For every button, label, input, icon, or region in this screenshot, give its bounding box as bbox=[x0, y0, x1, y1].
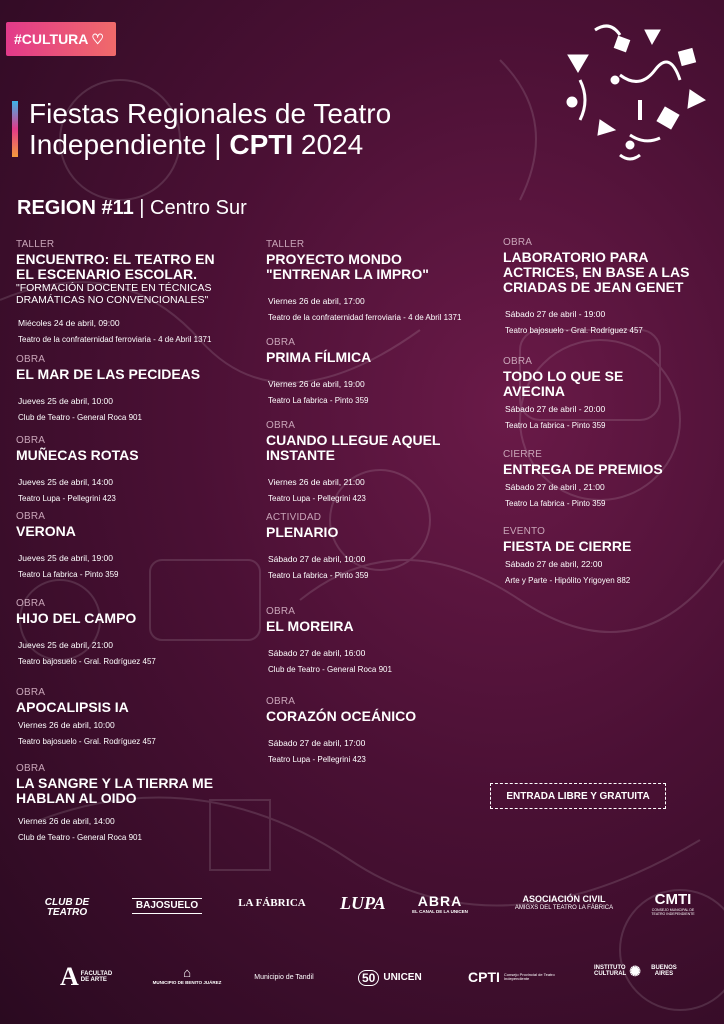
event-col1-4 bbox=[16, 598, 236, 666]
event-date: Viernes 26 de abril, 21:00 bbox=[268, 477, 365, 487]
event-type: OBRA bbox=[16, 687, 46, 698]
la-fabrica-logo: LA FÁBRICA bbox=[238, 897, 306, 909]
event-name: LA SANGRE Y LA TIERRA ME HABLAN AL OIDO bbox=[16, 775, 214, 806]
event-venue: Teatro bajosuelo - Gral. Rodríguez 457 bbox=[18, 737, 156, 746]
event-name: FIESTA DE CIERRE bbox=[503, 538, 632, 554]
event-date: Sábado 27 de abril, 17:00 bbox=[268, 738, 366, 748]
event-venue: Club de Teatro - General Roca 901 bbox=[268, 665, 392, 674]
event-name: EL MOREIRA bbox=[266, 618, 354, 634]
event-type: EVENTO bbox=[503, 526, 546, 537]
event-venue: Club de Teatro - General Roca 901 bbox=[18, 833, 142, 842]
event-type: OBRA bbox=[16, 511, 46, 522]
event-name: ENTREGA DE PREMIOS bbox=[503, 461, 663, 477]
seal-icon: ✺ bbox=[629, 963, 641, 979]
event-venue: Teatro Lupa - Pellegrini 423 bbox=[18, 494, 116, 503]
event-col1-3 bbox=[16, 511, 236, 579]
event-col3-2 bbox=[503, 449, 703, 508]
event-col1-5 bbox=[16, 687, 236, 746]
event-name: LABORATORIO PARA ACTRICES, EN BASE A LAS CRIADAS DE JEAN GENET bbox=[503, 249, 690, 295]
event-type: OBRA bbox=[266, 696, 296, 707]
event-date: Jueves 25 de abril, 10:00 bbox=[18, 396, 113, 406]
fifty-badge-icon: 50 bbox=[358, 970, 379, 986]
event-col1-6 bbox=[16, 763, 236, 842]
event-date: Jueves 25 de abril, 19:00 bbox=[18, 553, 113, 563]
event-type: OBRA bbox=[16, 354, 46, 365]
event-venue: Teatro La fabrica - Pinto 359 bbox=[268, 396, 369, 405]
event-col2-2 bbox=[266, 420, 486, 503]
event-col2-3 bbox=[266, 512, 486, 580]
municipio-tandil-logo: Municipio de Tandil bbox=[254, 974, 314, 981]
event-col1-1 bbox=[16, 354, 236, 422]
event-col1-2 bbox=[16, 435, 236, 503]
asociacion-civil-logo: ASOCIACIÓN CIVIL AMIGXS DEL TEATRO LA FÁBRICA bbox=[514, 894, 614, 911]
event-name: PRIMA FÍLMICA bbox=[266, 349, 372, 365]
event-name: PROYECTO MONDO "ENTRENAR LA IMPRO" bbox=[266, 251, 429, 282]
event-date: Sábado 27 de abril - 20:00 bbox=[505, 404, 606, 414]
event-type: OBRA bbox=[16, 435, 46, 446]
event-date: Viernes 26 de abril, 19:00 bbox=[268, 379, 365, 389]
building-icon: ⌂ bbox=[183, 965, 191, 980]
cultura-tag bbox=[6, 22, 116, 56]
instituto-cultural-logo: INSTITUTO CULTURAL ✺ BUENOS AIRES bbox=[594, 963, 677, 979]
event-venue: Teatro La fabrica - Pinto 359 bbox=[18, 570, 119, 579]
event-name: CUANDO LLEGUE AQUEL INSTANTE bbox=[266, 432, 441, 463]
event-type: TALLER bbox=[16, 239, 55, 250]
event-date: Jueves 25 de abril, 21:00 bbox=[18, 640, 113, 650]
event-venue: Teatro Lupa - Pellegrini 423 bbox=[268, 494, 366, 503]
event-col2-4 bbox=[266, 606, 486, 674]
confetti-logo-icon bbox=[560, 20, 710, 170]
event-name: TODO LO QUE SE AVECINA bbox=[503, 368, 624, 399]
event-date: Sábado 27 de abril, 22:00 bbox=[505, 559, 603, 569]
heart-icon: ♡ bbox=[91, 30, 104, 47]
event-type: OBRA bbox=[16, 598, 46, 609]
title-line-2: Independiente | CPTI 2024 bbox=[29, 129, 364, 160]
event-date: Sábado 27 de abril, 10:00 bbox=[268, 554, 366, 564]
event-date: Sábado 27 de abril , 21:00 bbox=[505, 482, 605, 492]
unicen-logo: 50 UNICEN bbox=[358, 970, 432, 986]
event-name: PLENARIO bbox=[266, 524, 339, 540]
event-venue: Teatro La fabrica - Pinto 359 bbox=[505, 421, 606, 430]
event-col3-3 bbox=[503, 526, 703, 585]
event-col2-1 bbox=[266, 337, 486, 405]
event-type: OBRA bbox=[266, 606, 296, 617]
cmti-logo: CMTI CONSEJO MUNICIPAL DE TEATRO INDEPENDIENTE bbox=[651, 891, 695, 916]
lupa-logo: LUPA bbox=[340, 893, 386, 913]
event-name: VERONA bbox=[16, 523, 76, 539]
page-title bbox=[29, 98, 391, 160]
event-type: OBRA bbox=[266, 420, 296, 431]
event-venue: Arte y Parte - Hipólito Yrigoyen 882 bbox=[505, 576, 631, 585]
event-type: OBRA bbox=[503, 356, 533, 367]
event-venue: Teatro de la confraternidad ferroviaria - 4 de Abril 1371 bbox=[18, 335, 212, 344]
event-col3-1 bbox=[503, 356, 703, 430]
benito-juarez-logo: ⌂ MUNICIPIO DE BENITO JUÁREZ bbox=[146, 966, 228, 986]
event-date: Jueves 25 de abril, 14:00 bbox=[18, 477, 113, 487]
event-date: Viernes 26 de abril, 17:00 bbox=[268, 296, 365, 306]
letter-a-icon: A bbox=[60, 962, 79, 991]
title-line-1: Fiestas Regionales de Teatro bbox=[29, 98, 392, 129]
event-type: TALLER bbox=[266, 239, 305, 250]
event-col1-0 bbox=[16, 239, 236, 344]
title-accent-bar bbox=[12, 101, 18, 157]
event-date: Sábado 27 de abril, 16:00 bbox=[268, 648, 366, 658]
event-venue: Teatro bajosuelo - Gral. Rodríguez 457 bbox=[505, 326, 643, 335]
event-type: OBRA bbox=[266, 337, 296, 348]
event-type: ACTIVIDAD bbox=[266, 512, 322, 523]
event-type: OBRA bbox=[16, 763, 46, 774]
event-col3-0 bbox=[503, 237, 703, 335]
event-name: ENCUENTRO: EL TEATRO EN EL ESCENARIO ESCOLAR. bbox=[16, 251, 215, 282]
cultura-tag-label: #CULTURA bbox=[14, 31, 89, 47]
abra-logo: ABRA EL CANAL DE LA UNICEN bbox=[412, 893, 468, 914]
event-date: Sábado 27 de abril - 19:00 bbox=[505, 309, 606, 319]
club-de-teatro-logo: CLUB DE TEATRO bbox=[44, 897, 90, 918]
event-type: CIERRE bbox=[503, 449, 542, 460]
event-date: Viernes 26 de abril, 14:00 bbox=[18, 816, 115, 826]
event-name: MUÑECAS ROTAS bbox=[16, 447, 139, 463]
event-name: CORAZÓN OCEÁNICO bbox=[266, 708, 417, 724]
event-col2-5 bbox=[266, 696, 486, 764]
event-col2-0 bbox=[266, 239, 486, 322]
bajosuelo-logo: BAJOSUELO bbox=[132, 898, 202, 914]
event-venue: Teatro Lupa - Pellegrini 423 bbox=[268, 755, 366, 764]
event-date: Miécoles 24 de abril, 09:00 bbox=[18, 318, 120, 328]
region-heading: REGION #11 | Centro Sur bbox=[17, 197, 247, 219]
event-venue: Club de Teatro - General Roca 901 bbox=[18, 413, 142, 422]
event-venue: Teatro de la confraternidad ferroviaria - 4 de Abril 1371 bbox=[268, 313, 462, 322]
event-name: APOCALIPSIS IA bbox=[16, 699, 129, 715]
event-name: HIJO DEL CAMPO bbox=[16, 610, 137, 626]
event-date: Viernes 26 de abril, 10:00 bbox=[18, 720, 115, 730]
event-type: OBRA bbox=[503, 237, 533, 248]
event-venue: Teatro La fabrica - Pinto 359 bbox=[505, 499, 606, 508]
cpti-logo: CPTI Consejo Provincial de Teatro Independiente bbox=[468, 969, 555, 985]
event-name: EL MAR DE LAS PECIDEAS bbox=[16, 366, 201, 382]
free-entry-badge: ENTRADA LIBRE Y GRATUITA bbox=[490, 783, 666, 809]
event-venue: Teatro bajosuelo - Gral. Rodríguez 457 bbox=[18, 657, 156, 666]
event-subtitle: "FORMACIÓN DOCENTE EN TÉCNICAS DRAMÁTICAS NO CONVENCIONALES" bbox=[16, 282, 212, 306]
event-venue: Teatro La fabrica - Pinto 359 bbox=[268, 571, 369, 580]
facultad-de-arte-logo: A FACULTAD DE ARTE bbox=[60, 962, 113, 991]
